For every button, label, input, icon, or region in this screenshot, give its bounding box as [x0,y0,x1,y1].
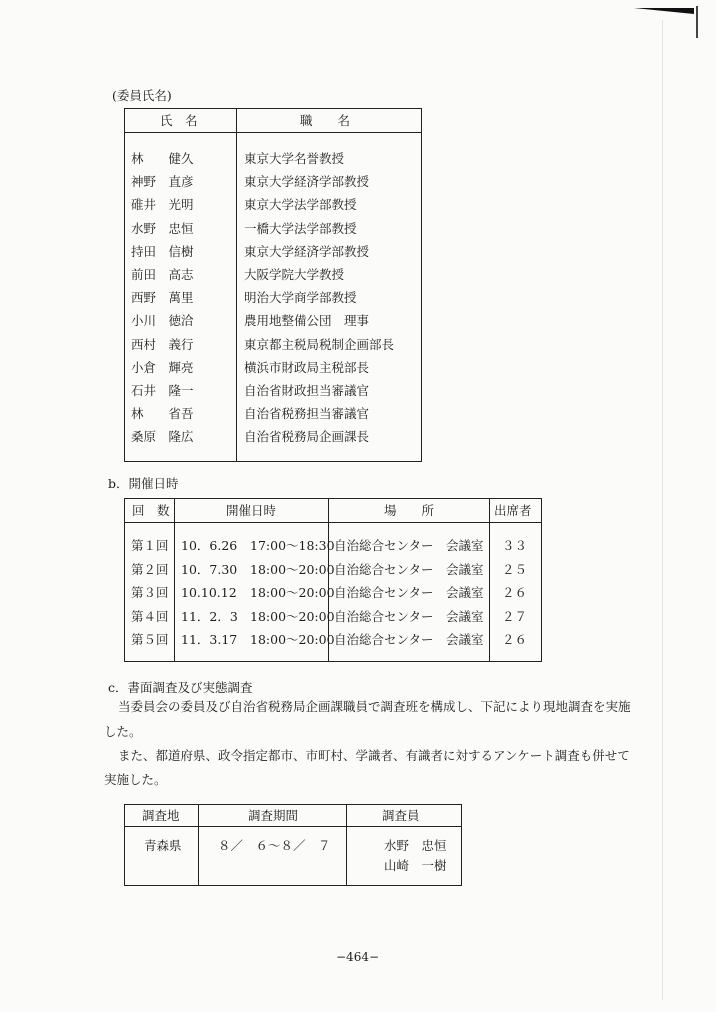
member-title: 横浜市財政局主税部長 [244,359,370,375]
member-name: 碓井 光明 [131,197,194,213]
meeting-attendees: ２５ [502,561,528,577]
members-column-divider [236,108,237,462]
meeting-round: 第１回 [131,538,169,553]
member-name: 小川 徳洽 [131,313,194,329]
section-c-para1-line2: した。 [104,724,142,739]
meeting-round: 第４回 [131,608,169,624]
member-title: 大阪学院大学教授 [244,267,345,282]
member-name: 西村 義行 [131,336,194,352]
survey-header-period: 調査期間 [248,808,299,823]
meeting-attendees: ３３ [502,538,528,553]
survey-header-rule [124,826,462,827]
meeting-round: 第３回 [131,585,169,600]
meeting-place: 自治総合センター 会議室 [334,608,484,624]
section-b-heading: b．開催日時 [108,476,179,491]
meetings-header-rule [124,522,542,523]
scan-corner-mark [634,0,716,40]
member-name: 林 健久 [131,151,194,166]
meetings-header-attendees: 出席者 [494,503,532,518]
member-title: 農用地整備公団 理事 [244,313,370,329]
meeting-attendees: ２６ [502,632,528,647]
meeting-place: 自治総合センター 会議室 [334,632,484,647]
meeting-time: 18:00〜20:00 [250,561,335,577]
meeting-round: 第５回 [131,632,169,647]
meeting-attendees: ２６ [502,585,528,600]
meeting-date: 10．7.30 [181,561,238,577]
member-name: 西野 萬里 [131,290,194,306]
meeting-date: 11．3.17 [181,632,238,647]
member-title: 東京大学名誉教授 [244,151,345,166]
member-name: 小倉 輝亮 [131,359,194,375]
member-title: 自治省税務担当審議官 [244,406,370,422]
member-title: 明治大学商学部教授 [244,290,357,306]
member-name: 水野 忠恒 [131,220,194,236]
meeting-time: 18:00〜20:00 [250,632,335,647]
meeting-round: 第２回 [131,561,169,577]
section-c-para1-line1: 当委員会の委員及び自治省税務局企画課職員で調査班を構成し、下記により現地調査を実施 [118,699,631,714]
members-header-rule [124,132,422,133]
meeting-time: 18:00〜20:00 [250,585,335,600]
section-c-para2-line2: 実施した。 [104,772,167,787]
meetings-header-round: 回 数 [132,503,170,518]
member-title: 東京都主税局税制企画部長 [244,336,395,352]
meeting-attendees: ２７ [502,608,528,624]
section-c-para2-line1: また、都道府県、政令指定都市、市町村、学識者、有識者に対するアンケート調査も併せて [118,748,630,763]
members-caption: (委員氏名) [112,88,172,103]
meeting-date: 11．2．3 [181,608,238,624]
member-title: 自治省税務局企画課長 [244,429,370,445]
member-name: 神野 直彦 [131,174,194,190]
survey-divider-2 [346,804,347,886]
meeting-place: 自治総合センター 会議室 [334,538,484,553]
survey-divider-1 [198,804,199,886]
survey-place: 青森県 [144,838,182,853]
meetings-divider-1 [174,498,175,662]
meetings-header-datetime: 開催日時 [226,503,277,518]
meetings-divider-3 [489,498,490,662]
scan-edge-right [662,20,663,1000]
member-title: 東京大学経済学部教授 [244,243,370,259]
meeting-place: 自治総合センター 会議室 [334,585,484,600]
members-header-title: 職 名 [300,113,351,128]
member-title: 一橋大学法学部教授 [244,220,357,236]
survey-staff-2: 山崎 一樹 [384,858,447,873]
member-name: 持田 信樹 [131,243,194,259]
member-name: 石井 隆一 [131,383,194,398]
member-title: 東京大学経済学部教授 [244,174,370,190]
member-name: 前田 高志 [131,267,194,282]
meeting-place: 自治総合センター 会議室 [334,561,484,577]
member-title: 自治省財政担当審議官 [244,383,370,398]
member-name: 桑原 隆広 [131,429,194,445]
survey-period: ８／ ６〜８／ ７ [218,838,331,853]
survey-header-staff: 調査員 [382,808,420,823]
survey-header-place: 調査地 [142,808,180,823]
member-title: 東京大学法学部教授 [244,197,357,213]
section-c-heading: c．書面調査及び実態調査 [108,680,253,695]
meeting-date: 10．6.26 [181,538,238,553]
meeting-time: 17:00〜18:30 [250,538,335,553]
meetings-header-place: 場 所 [384,503,435,518]
members-header-name: 氏 名 [160,113,198,128]
member-name: 林 省吾 [131,406,194,422]
meeting-date: 10.10.12 [181,585,237,600]
meeting-time: 18:00〜20:00 [250,608,335,624]
survey-staff-1: 水野 忠恒 [384,838,447,853]
page-number: −464− [336,950,380,964]
